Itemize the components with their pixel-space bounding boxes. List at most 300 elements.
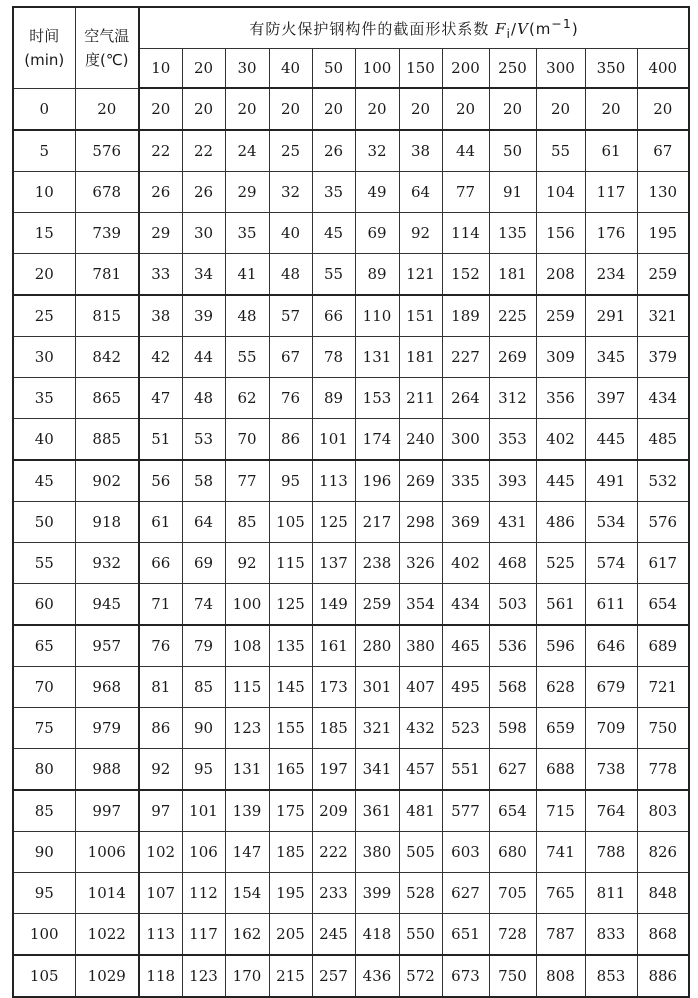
factor-header-cell: 200 [442,49,489,89]
steel-temp-cell: 121 [399,254,442,296]
steel-temp-cell: 174 [355,419,399,461]
steel-temp-cell: 175 [269,790,312,832]
air-temp-cell: 979 [75,708,139,749]
steel-temp-cell: 20 [312,88,355,130]
steel-temp-cell: 345 [585,337,637,378]
steel-temp-cell: 574 [585,543,637,584]
time-cell: 60 [13,584,75,626]
steel-temp-cell: 104 [536,172,585,213]
steel-temp-cell: 291 [585,295,637,337]
steel-temp-cell: 181 [399,337,442,378]
steel-temp-cell: 76 [139,625,182,667]
steel-temp-cell: 495 [442,667,489,708]
steel-temp-cell: 654 [489,790,536,832]
header-row-1 [13,7,689,49]
steel-temp-cell: 728 [489,914,536,956]
steel-temp-cell: 147 [225,832,269,873]
steel-temp-cell: 35 [312,172,355,213]
steel-temp-cell: 402 [536,419,585,461]
steel-temp-cell: 66 [139,543,182,584]
steel-temp-cell: 195 [637,213,689,254]
steel-temp-cell: 217 [355,502,399,543]
steel-temp-cell: 161 [312,625,355,667]
table-row [13,873,689,914]
steel-temp-cell: 234 [585,254,637,296]
steel-temp-cell: 101 [312,419,355,461]
steel-temp-cell: 803 [637,790,689,832]
steel-temp-cell: 321 [637,295,689,337]
steel-temp-cell: 431 [489,502,536,543]
air-temp-cell: 1022 [75,914,139,956]
steel-temp-cell: 434 [637,378,689,419]
steel-temp-cell: 57 [269,295,312,337]
steel-temp-cell: 107 [139,873,182,914]
steel-temp-cell: 833 [585,914,637,956]
factor-header-cell: 300 [536,49,585,89]
steel-temp-cell: 92 [139,749,182,791]
time-cell: 100 [13,914,75,956]
steel-temp-cell: 227 [442,337,489,378]
steel-temp-cell: 20 [585,88,637,130]
steel-temp-cell: 48 [225,295,269,337]
steel-temp-cell: 750 [637,708,689,749]
steel-temp-cell: 525 [536,543,585,584]
steel-temp-cell: 715 [536,790,585,832]
steel-temp-cell: 485 [637,419,689,461]
air-temp-cell: 957 [75,625,139,667]
table-container [12,6,688,998]
steel-temp-cell: 811 [585,873,637,914]
steel-temp-cell: 787 [536,914,585,956]
steel-temp-cell: 108 [225,625,269,667]
steel-temp-cell: 432 [399,708,442,749]
table-row [13,543,689,584]
steel-temp-cell: 20 [399,88,442,130]
factor-header-cell: 150 [399,49,442,89]
steel-temp-cell: 20 [442,88,489,130]
steel-temp-cell: 298 [399,502,442,543]
steel-temp-cell: 240 [399,419,442,461]
time-cell: 50 [13,502,75,543]
steel-temp-cell: 680 [489,832,536,873]
steel-temp-cell: 208 [536,254,585,296]
steel-temp-cell: 76 [269,378,312,419]
air-temp-cell: 918 [75,502,139,543]
steel-temp-cell: 90 [182,708,225,749]
steel-temp-cell: 528 [399,873,442,914]
air-temp-header-unit: 度(℃) [84,50,129,69]
steel-temp-cell: 20 [637,88,689,130]
steel-temp-cell: 354 [399,584,442,626]
steel-temp-cell: 534 [585,502,637,543]
steel-temp-cell: 185 [269,832,312,873]
steel-temp-cell: 86 [139,708,182,749]
steel-temp-cell: 61 [139,502,182,543]
steel-temp-cell: 503 [489,584,536,626]
steel-temp-cell: 67 [637,130,689,172]
steel-temp-cell: 66 [312,295,355,337]
steel-temp-cell: 505 [399,832,442,873]
steel-temp-cell: 154 [225,873,269,914]
steel-temp-cell: 97 [139,790,182,832]
steel-temp-cell: 20 [355,88,399,130]
steel-temp-cell: 64 [182,502,225,543]
air-temp-cell: 997 [75,790,139,832]
air-temp-cell: 739 [75,213,139,254]
steel-temp-cell: 301 [355,667,399,708]
steel-temp-cell: 42 [139,337,182,378]
steel-temp-cell: 679 [585,667,637,708]
steel-temp-cell: 598 [489,708,536,749]
steel-temp-cell: 85 [182,667,225,708]
steel-temp-cell: 269 [399,460,442,502]
steel-temp-cell: 20 [139,88,182,130]
steel-temp-cell: 58 [182,460,225,502]
steel-temp-cell: 78 [312,337,355,378]
factor-header-cell: 30 [225,49,269,89]
steel-temp-cell: 131 [355,337,399,378]
steel-temp-cell: 611 [585,584,637,626]
steel-temp-cell: 222 [312,832,355,873]
steel-temp-cell: 245 [312,914,355,956]
steel-temp-cell: 407 [399,667,442,708]
time-cell: 70 [13,667,75,708]
steel-temp-cell: 89 [355,254,399,296]
air-temp-cell: 781 [75,254,139,296]
steel-temp-cell: 550 [399,914,442,956]
steel-temp-cell: 105 [269,502,312,543]
time-cell: 5 [13,130,75,172]
steel-temp-cell: 465 [442,625,489,667]
factor-header-cell: 400 [637,49,689,89]
factor-header-cell: 10 [139,49,182,89]
steel-temp-cell: 137 [312,543,355,584]
steel-temp-cell: 536 [489,625,536,667]
steel-temp-cell: 69 [355,213,399,254]
steel-temp-cell: 356 [536,378,585,419]
time-cell: 105 [13,955,75,997]
time-cell: 20 [13,254,75,296]
steel-temp-cell: 269 [489,337,536,378]
steel-temp-cell: 165 [269,749,312,791]
steel-temp-cell: 39 [182,295,225,337]
steel-temp-cell: 688 [536,749,585,791]
steel-temp-cell: 47 [139,378,182,419]
time-cell: 0 [13,88,75,130]
steel-temp-cell: 233 [312,873,355,914]
steel-temp-cell: 151 [399,295,442,337]
steel-temp-cell: 110 [355,295,399,337]
steel-temp-cell: 95 [269,460,312,502]
steel-temp-cell: 113 [139,914,182,956]
time-cell: 65 [13,625,75,667]
air-temp-header-label: 空气温 [84,26,130,45]
steel-temp-cell: 62 [225,378,269,419]
air-temp-cell: 576 [75,130,139,172]
steel-temp-cell: 41 [225,254,269,296]
steel-temp-cell: 139 [225,790,269,832]
steel-temp-cell: 185 [312,708,355,749]
steel-temp-cell: 92 [225,543,269,584]
formula-slash: / [511,19,518,38]
steel-temp-cell: 211 [399,378,442,419]
table-row [13,130,689,172]
steel-temp-cell: 162 [225,914,269,956]
steel-temp-cell: 259 [637,254,689,296]
steel-temp-cell: 20 [269,88,312,130]
steel-temp-cell: 380 [399,625,442,667]
formula-v: V [517,19,529,38]
steel-temp-cell: 152 [442,254,489,296]
steel-temp-cell: 393 [489,460,536,502]
steel-temp-cell: 189 [442,295,489,337]
steel-temp-cell: 576 [637,502,689,543]
steel-temp-cell: 721 [637,667,689,708]
steel-temp-cell: 321 [355,708,399,749]
steel-temp-cell: 300 [442,419,489,461]
steel-temp-cell: 481 [399,790,442,832]
table-row [13,419,689,461]
steel-temp-cell: 149 [312,584,355,626]
table-row [13,213,689,254]
steel-temp-cell: 369 [442,502,489,543]
air-temp-cell: 1014 [75,873,139,914]
steel-temp-cell: 106 [182,832,225,873]
air-temp-cell: 678 [75,172,139,213]
steel-temp-cell: 778 [637,749,689,791]
steel-temp-cell: 153 [355,378,399,419]
steel-temp-cell: 886 [637,955,689,997]
steel-temp-cell: 380 [355,832,399,873]
factor-header-cell: 40 [269,49,312,89]
steel-temp-cell: 22 [139,130,182,172]
steel-temp-cell: 445 [585,419,637,461]
steel-temp-cell: 205 [269,914,312,956]
steel-temp-cell: 33 [139,254,182,296]
steel-temp-cell: 67 [269,337,312,378]
steel-temp-cell: 532 [637,460,689,502]
air-temp-cell: 842 [75,337,139,378]
steel-temp-cell: 29 [139,213,182,254]
steel-temp-cell: 40 [269,213,312,254]
time-header-label: 时间 [29,26,60,45]
steel-temp-cell: 402 [442,543,489,584]
steel-temp-cell: 659 [536,708,585,749]
steel-temp-cell: 118 [139,955,182,997]
steel-temp-cell: 56 [139,460,182,502]
steel-temp-cell: 30 [182,213,225,254]
steel-temp-cell: 117 [182,914,225,956]
steel-temp-cell: 26 [182,172,225,213]
steel-temp-cell: 197 [312,749,355,791]
steel-temp-cell: 709 [585,708,637,749]
table-row [13,708,689,749]
steel-temp-cell: 117 [585,172,637,213]
steel-temp-cell: 486 [536,502,585,543]
steel-temp-cell: 341 [355,749,399,791]
steel-temp-cell: 326 [399,543,442,584]
steel-temp-cell: 102 [139,832,182,873]
steel-temp-cell: 55 [312,254,355,296]
steel-temp-cell: 379 [637,337,689,378]
time-column-header [13,7,75,88]
table-row [13,378,689,419]
steel-temp-cell: 646 [585,625,637,667]
steel-temp-cell: 53 [182,419,225,461]
steel-temp-cell: 238 [355,543,399,584]
steel-temp-cell: 125 [312,502,355,543]
air-temp-cell: 865 [75,378,139,419]
steel-temp-cell: 215 [269,955,312,997]
time-cell: 80 [13,749,75,791]
table-row [13,502,689,543]
steel-temp-cell: 750 [489,955,536,997]
table-row [13,832,689,873]
air-temp-cell: 1029 [75,955,139,997]
steel-temp-cell: 89 [312,378,355,419]
formula-f: F [495,19,507,38]
time-header-unit: (min) [24,50,65,69]
factor-header-cell: 20 [182,49,225,89]
time-cell: 15 [13,213,75,254]
steel-temp-cell: 156 [536,213,585,254]
steel-temp-cell: 577 [442,790,489,832]
steel-temp-cell: 44 [442,130,489,172]
steel-temp-cell: 195 [269,873,312,914]
steel-temp-cell: 181 [489,254,536,296]
steel-temp-cell: 48 [182,378,225,419]
steel-temp-cell: 135 [269,625,312,667]
steel-temp-cell: 81 [139,667,182,708]
steel-temp-cell: 92 [399,213,442,254]
time-cell: 45 [13,460,75,502]
steel-temp-cell: 79 [182,625,225,667]
unit-open: (m [528,19,552,38]
time-cell: 35 [13,378,75,419]
steel-temp-cell: 20 [182,88,225,130]
steel-temp-cell: 115 [225,667,269,708]
steel-temp-cell: 173 [312,667,355,708]
air-temp-column-header [75,7,139,88]
steel-temp-cell: 353 [489,419,536,461]
table-row [13,790,689,832]
section-factor-title: 有防火保护钢构件的截面形状系数 [249,19,496,38]
steel-temp-cell: 361 [355,790,399,832]
time-cell: 25 [13,295,75,337]
steel-temp-cell: 617 [637,543,689,584]
steel-temp-cell: 48 [269,254,312,296]
time-cell: 95 [13,873,75,914]
steel-temp-cell: 397 [585,378,637,419]
time-cell: 40 [13,419,75,461]
steel-temp-cell: 764 [585,790,637,832]
steel-temp-cell: 26 [139,172,182,213]
table-row [13,172,689,213]
steel-temp-cell: 51 [139,419,182,461]
steel-temp-cell: 561 [536,584,585,626]
steel-temp-cell: 596 [536,625,585,667]
steel-temp-cell: 523 [442,708,489,749]
steel-temp-cell: 155 [269,708,312,749]
steel-temp-cell: 808 [536,955,585,997]
steel-temp-cell: 309 [536,337,585,378]
steel-temp-cell: 491 [585,460,637,502]
steel-temp-cell: 20 [536,88,585,130]
steel-temp-cell: 26 [312,130,355,172]
steel-temp-cell: 113 [312,460,355,502]
steel-temp-cell: 130 [637,172,689,213]
time-cell: 85 [13,790,75,832]
factor-header-cell: 350 [585,49,637,89]
section-factor-header [139,7,689,49]
steel-temp-cell: 77 [225,460,269,502]
air-temp-cell: 968 [75,667,139,708]
steel-temp-cell: 74 [182,584,225,626]
steel-temp-cell: 20 [225,88,269,130]
formula-sub-i: i [506,25,512,41]
steel-temp-cell: 741 [536,832,585,873]
steel-temp-cell: 689 [637,625,689,667]
steel-temp-cell: 259 [355,584,399,626]
steel-temp-cell: 115 [269,543,312,584]
table-row [13,625,689,667]
steel-temp-cell: 50 [489,130,536,172]
steel-temp-cell: 551 [442,749,489,791]
steel-temp-cell: 434 [442,584,489,626]
steel-temp-cell: 44 [182,337,225,378]
unit-close: ) [571,19,579,38]
steel-temp-cell: 69 [182,543,225,584]
time-cell: 90 [13,832,75,873]
steel-temp-cell: 101 [182,790,225,832]
steel-temp-cell: 264 [442,378,489,419]
air-temp-cell: 902 [75,460,139,502]
time-cell: 10 [13,172,75,213]
steel-temp-cell: 55 [225,337,269,378]
table-row [13,460,689,502]
steel-temp-cell: 418 [355,914,399,956]
steel-temp-cell: 95 [182,749,225,791]
unit-exponent: −1 [551,15,572,31]
steel-temp-cell: 457 [399,749,442,791]
steel-temp-cell: 468 [489,543,536,584]
table-row [13,337,689,378]
table-body [13,88,689,997]
steel-temp-cell: 77 [442,172,489,213]
steel-temp-cell: 64 [399,172,442,213]
steel-temp-cell: 603 [442,832,489,873]
steel-temp-cell: 100 [225,584,269,626]
steel-temp-cell: 445 [536,460,585,502]
steel-temp-cell: 436 [355,955,399,997]
steel-temp-cell: 788 [585,832,637,873]
steel-temp-cell: 196 [355,460,399,502]
factor-header-cell: 50 [312,49,355,89]
steel-temp-cell: 71 [139,584,182,626]
steel-temp-cell: 25 [269,130,312,172]
steel-temp-cell: 91 [489,172,536,213]
table-row [13,584,689,626]
air-temp-cell: 815 [75,295,139,337]
steel-temp-cell: 123 [225,708,269,749]
table-row [13,914,689,956]
steel-temp-cell: 259 [536,295,585,337]
factor-header-cell: 250 [489,49,536,89]
factor-header-cell: 100 [355,49,399,89]
steel-temp-cell: 112 [182,873,225,914]
air-temp-cell: 20 [75,88,139,130]
steel-temp-cell: 135 [489,213,536,254]
